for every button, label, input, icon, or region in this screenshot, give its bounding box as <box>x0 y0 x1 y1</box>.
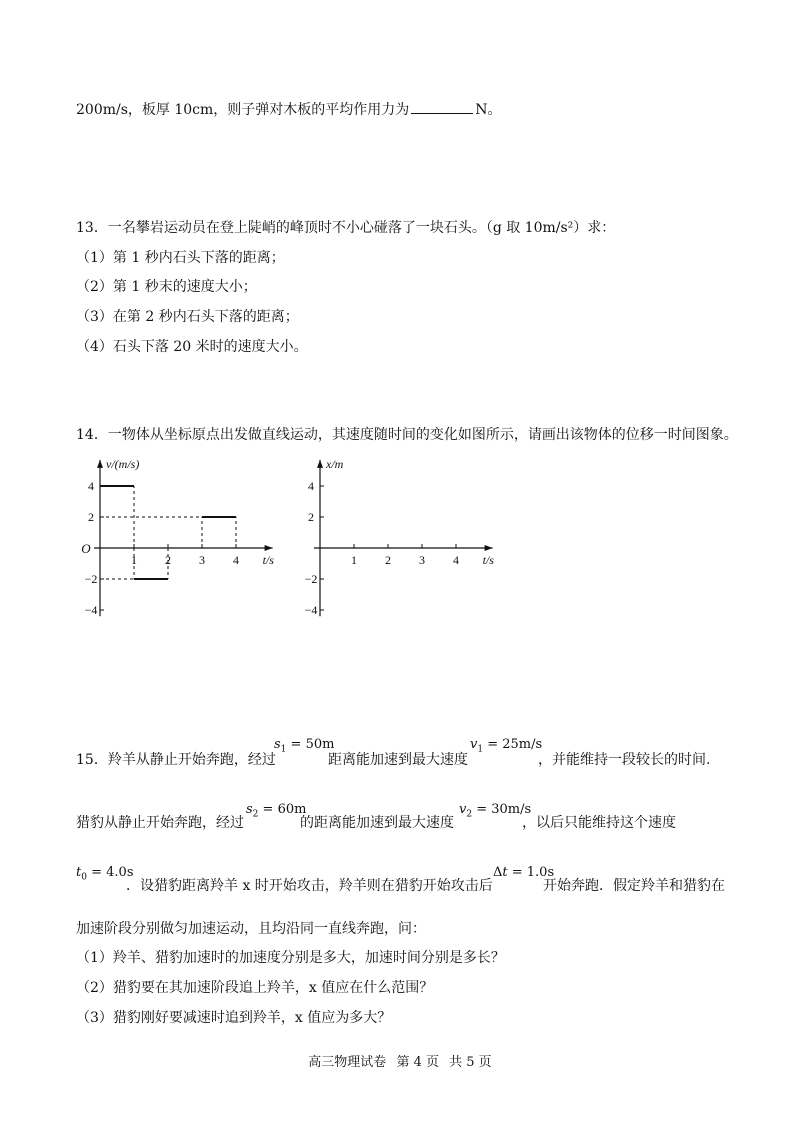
y-tick-label: −4 <box>304 603 318 617</box>
q12-text <box>76 101 502 119</box>
formula-t0: $t_0 = 4.0s$ <box>76 865 134 883</box>
q13-item-3: （3）在第 2 秒内石头下落的距离； <box>76 309 299 325</box>
x-tick-label: 3 <box>419 553 425 567</box>
v2-value: 30m/s <box>491 802 532 817</box>
footer-page: 第 4 页 <box>396 1055 439 1070</box>
x-tick-label: 3 <box>199 553 205 567</box>
y-tick-label: −4 <box>84 603 98 617</box>
graph-axes <box>94 460 273 616</box>
x-axis-label: t/s <box>482 553 494 567</box>
x-tick-label: 2 <box>165 553 171 567</box>
graph-labels <box>81 457 274 617</box>
x-axis-arrow <box>485 545 493 551</box>
y-tick-label: −2 <box>304 572 318 586</box>
y-axis-label: v/(m/s) <box>106 456 140 471</box>
s2-value: 60m <box>277 802 307 817</box>
graph-axes <box>314 460 493 616</box>
q12-text-before: 200m/s，板厚 10cm，则子弹对木板的平均作用力为 <box>76 102 410 118</box>
y-axis-label: x/m <box>326 456 344 471</box>
dt-value: 1.0s <box>526 865 555 880</box>
s1-value: 50m <box>305 737 335 752</box>
q15-line-1 <box>76 751 276 769</box>
formula-s2: $s_2 = 60m$ <box>246 802 307 820</box>
t0-value: 4.0s <box>106 865 134 880</box>
x-axis-label: t/s <box>262 553 274 567</box>
q15-item-1: （1）羚羊、猎豹加速时的加速度分别是多大，加速时间分别是多长？ <box>76 950 505 966</box>
q13-intro: 13．一名攀岩运动员在登上陡峭的峰顶时不小心碰落了一块石头。（g 取 10m/s²）求： <box>76 220 616 236</box>
x-tick-label: 4 <box>233 553 239 567</box>
q15-l2a: 猎豹从静止开始奔跑，经过 <box>76 815 244 831</box>
footer-subject: 高三物理试卷 <box>308 1055 387 1070</box>
x-tick-label: 2 <box>385 553 391 567</box>
q15-l3a: ．设猎豹距离羚羊 x 时开始攻击，羚羊则在猎豹开始攻击后 <box>126 878 493 894</box>
velocity-time-graph <box>70 452 285 627</box>
q15-l4: 加速阶段分别做匀加速运动，且均沿同一直线奔跑，问： <box>76 921 426 937</box>
answer-blank <box>411 101 473 114</box>
y-axis-arrow <box>317 460 323 468</box>
q12-text-after: N。 <box>475 102 502 118</box>
y-tick-label: 4 <box>308 479 314 493</box>
origin-label: O <box>81 541 91 556</box>
footer-total: 共 5 页 <box>449 1055 492 1070</box>
formula-s1: $s_1 = 50m$ <box>274 737 335 755</box>
q15-l2b: 的距离能加速到最大速度 <box>300 815 454 831</box>
v1-value: 25m/s <box>502 737 543 752</box>
q13-item-4: （4）石头下落 20 米时的速度大小。 <box>76 339 308 355</box>
y-tick-label: 2 <box>308 510 314 524</box>
displacement-time-graph <box>290 452 505 627</box>
y-axis-arrow <box>97 460 103 468</box>
q15-l1c: ，并能维持一段较长的时间. <box>538 752 711 768</box>
q13-item-2: （2）第 1 秒末的速度大小； <box>76 279 257 295</box>
q15-l1a: 15．羚羊从静止开始奔跑，经过 <box>76 752 276 768</box>
x-axis-arrow <box>265 545 273 551</box>
q13-item-1: （1）第 1 秒内石头下落的距离； <box>76 250 285 266</box>
page-footer <box>0 1051 800 1070</box>
q15-l3b: 开始奔跑．假定羚羊和猎豹在 <box>543 878 725 894</box>
graph-labels <box>305 457 495 617</box>
q15-l2c: ，以后只能维持这个速度 <box>522 815 676 831</box>
y-tick-label: −2 <box>84 572 98 586</box>
x-tick-label: 1 <box>351 553 357 567</box>
q14-text: 14．一物体从坐标原点出发做直线运动，其速度随时间的变化如图所示，请画出该物体的位移一时间图象。 <box>76 427 738 443</box>
q15-item-3: （3）猎豹刚好要减速时追到羚羊，x 值应为多大？ <box>76 1010 392 1026</box>
formula-dt: Δt = 1.0s <box>493 865 555 880</box>
x-tick-label: 4 <box>453 553 459 567</box>
y-tick-label: 2 <box>88 510 94 524</box>
y-tick-label: 4 <box>88 479 94 493</box>
q15-item-2: （2）猎豹要在其加速阶段追上羚羊，x 值应在什么范围？ <box>76 980 434 996</box>
q15-l1b: 距离能加速到最大速度 <box>328 752 468 768</box>
formula-v1: $v_1 = 25m/s$ <box>470 737 543 755</box>
x-tick-label: 1 <box>131 553 137 567</box>
formula-v2: $v_2 = 30m/s$ <box>459 802 532 820</box>
